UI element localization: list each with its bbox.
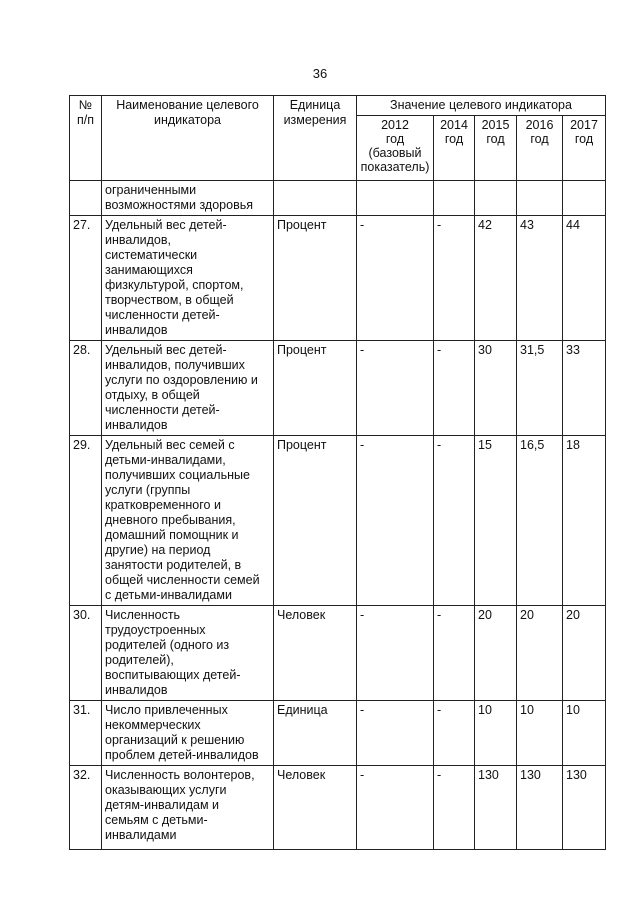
row-num: 27. — [70, 216, 102, 341]
row-value: 42 — [475, 216, 517, 341]
row-value: - — [434, 341, 475, 436]
row-value: - — [434, 606, 475, 701]
row-unit: Процент — [274, 436, 357, 606]
row-num: 31. — [70, 701, 102, 766]
header-year: 2014 год — [434, 116, 475, 181]
row-value: - — [434, 216, 475, 341]
row-name: Удельный вес детей- инвалидов, получивших услуги по оздоровлению и отдыху, в общей численности детей- инвалидов — [102, 341, 274, 436]
page-number: 36 — [312, 66, 328, 81]
row-unit: Процент — [274, 216, 357, 341]
row-num: 29. — [70, 436, 102, 606]
row-value: 130 — [517, 766, 563, 850]
row-value: - — [357, 216, 434, 341]
continuation-num — [70, 181, 102, 216]
table-row — [70, 341, 606, 436]
row-value: 130 — [563, 766, 606, 850]
continuation-cell — [517, 181, 563, 216]
row-value: 44 — [563, 216, 606, 341]
header-year: 2017 год — [563, 116, 606, 181]
row-value: 130 — [475, 766, 517, 850]
header-unit: Единица измерения — [274, 96, 357, 181]
table-row — [70, 606, 606, 701]
header-value-group: Значение целевого индикатора — [357, 96, 606, 116]
row-value: - — [357, 766, 434, 850]
row-name: Численность трудоустроенных родителей (одного из родителей), воспитывающих детей- инвалидов — [102, 606, 274, 701]
row-value: 33 — [563, 341, 606, 436]
continuation-row — [70, 181, 606, 216]
row-value: - — [357, 701, 434, 766]
row-value: 43 — [517, 216, 563, 341]
indicator-table — [69, 95, 606, 850]
row-value: 20 — [517, 606, 563, 701]
row-value: - — [434, 436, 475, 606]
row-unit: Единица — [274, 701, 357, 766]
header-name: Наименование целевого индикатора — [102, 96, 274, 181]
row-value: 20 — [563, 606, 606, 701]
table-body — [70, 181, 606, 850]
continuation-cell — [357, 181, 434, 216]
row-num: 32. — [70, 766, 102, 850]
continuation-cell — [475, 181, 517, 216]
continuation-unit — [274, 181, 357, 216]
row-value: - — [357, 436, 434, 606]
continuation-name: ограниченными возможностями здоровья — [102, 181, 274, 216]
row-value: - — [357, 341, 434, 436]
row-unit: Человек — [274, 766, 357, 850]
row-num: 30. — [70, 606, 102, 701]
row-num: 28. — [70, 341, 102, 436]
row-name: Удельный вес семей с детьми-инвалидами, получивших социальные услуги (группы кратковременного и дневного пребывания, домашний помощник и другие) на период занятости родителей, в общей численности семей с детьми-инвалидами — [102, 436, 274, 606]
row-value: 10 — [517, 701, 563, 766]
header-year: 2012 год (базовый показатель) — [357, 116, 434, 181]
header-year: 2015 год — [475, 116, 517, 181]
row-unit: Человек — [274, 606, 357, 701]
table-row — [70, 436, 606, 606]
table-row — [70, 216, 606, 341]
row-value: 16,5 — [517, 436, 563, 606]
row-unit: Процент — [274, 341, 357, 436]
row-value: - — [357, 606, 434, 701]
row-value: - — [434, 701, 475, 766]
table-row — [70, 701, 606, 766]
row-value: - — [434, 766, 475, 850]
row-value: 20 — [475, 606, 517, 701]
row-value: 10 — [563, 701, 606, 766]
table-row — [70, 766, 606, 850]
row-value: 18 — [563, 436, 606, 606]
header-num: № п/п — [70, 96, 102, 181]
row-name: Число привлеченных некоммерческих организаций к решению проблем детей-инвалидов — [102, 701, 274, 766]
row-name: Численность волонтеров, оказывающих услуги детям-инвалидам и семьям с детьми- инвалидами — [102, 766, 274, 850]
row-value: 30 — [475, 341, 517, 436]
row-name: Удельный вес детей- инвалидов, систематически занимающихся физкультурой, спортом, творчеством, в общей численности детей- инвалидов — [102, 216, 274, 341]
row-value: 15 — [475, 436, 517, 606]
continuation-cell — [563, 181, 606, 216]
table-header — [70, 96, 606, 181]
row-value: 31,5 — [517, 341, 563, 436]
row-value: 10 — [475, 701, 517, 766]
header-year: 2016 год — [517, 116, 563, 181]
continuation-cell — [434, 181, 475, 216]
